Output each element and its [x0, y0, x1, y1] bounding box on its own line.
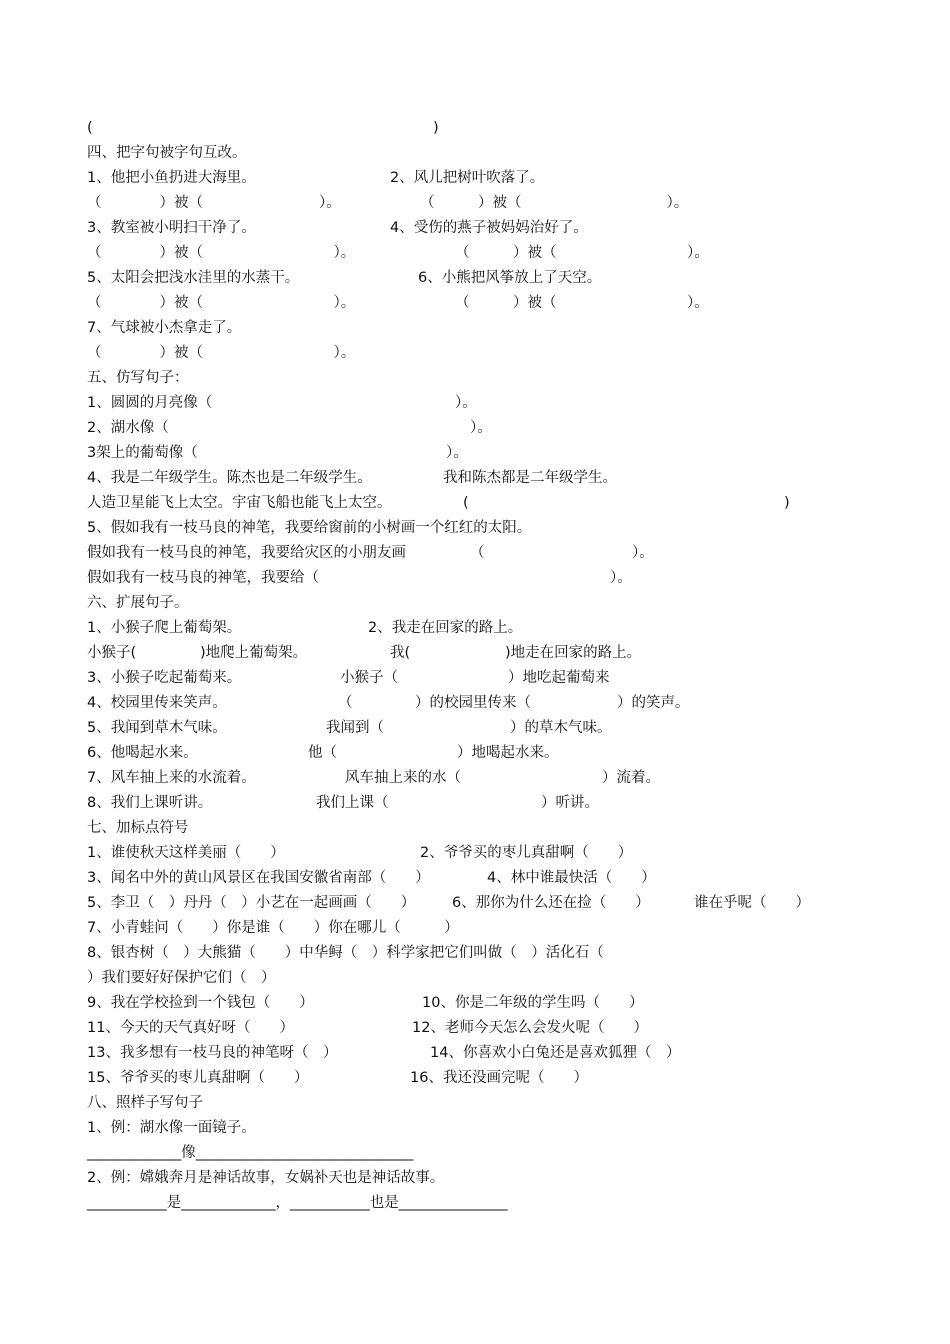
- q8-2-blank: ___________是_____________，___________也是_______________: [87, 1195, 508, 1211]
- q5-5-task2-close: ）。: [610, 570, 632, 586]
- q4-4-blank: （ ）被（ ）。: [455, 245, 709, 261]
- q5-5: 5、假如我有一枝马良的神笔，我要给窗前的小树画一个红红的太阳。: [87, 520, 532, 536]
- q5-4-task: 人造卫星能飞上太空。宇宙飞船也能飞上太空。: [87, 495, 392, 511]
- q6-7-b: ）流着。: [602, 770, 660, 786]
- q6-5: 5、我闻到草木气味。: [87, 720, 227, 736]
- q7-11: 11、今天的天气真好呀（ ）: [87, 1020, 294, 1036]
- section-heading-4: 四、把字句被字句互改。: [87, 145, 247, 161]
- q6-3-b: ）地吃起葡萄来: [508, 670, 610, 686]
- q7-2: 2、爷爷买的枣儿真甜啊（ ）: [420, 845, 633, 861]
- q4-1: 1、他把小鱼扔进大海里。: [87, 170, 256, 186]
- q8-1-blank: _____________像______________________________: [87, 1145, 414, 1161]
- q6-6: 6、他喝起水来。: [87, 745, 198, 761]
- q6-8-b: ）听讲。: [541, 795, 599, 811]
- q5-4-example: 我和陈杰都是二年级学生。: [443, 470, 617, 486]
- q5-4: 4、我是二年级学生。陈杰也是二年级学生。: [87, 470, 372, 486]
- q5-5-task1-close: ）。: [632, 545, 654, 561]
- q7-5: 5、李卫（ ）丹丹（ ）小艺在一起画画（ ）: [87, 895, 416, 911]
- q4-6: 6、小熊把风筝放上了天空。: [418, 270, 602, 286]
- q6-7: 7、风车抽上来的水流着。: [87, 770, 256, 786]
- q8-1: 1、例：湖水像一面镜子。: [87, 1120, 256, 1136]
- q4-2-blank: （ ）被（ ）。: [420, 195, 689, 211]
- q6-4: 4、校园里传来笑声。: [87, 695, 227, 711]
- section-heading-7: 七、加标点符号: [87, 820, 189, 836]
- q5-1-end: ）。: [455, 395, 477, 411]
- q7-10: 10、你是二年级的学生吗（ ）: [422, 995, 644, 1011]
- q5-1: 1、圆圆的月亮像（: [87, 395, 213, 411]
- q4-7-blank: （ ）被（ ）。: [87, 345, 356, 361]
- q6-1-a: 小猴子(: [87, 645, 137, 661]
- q8-2: 2、例：嫦娥奔月是神话故事，女娲补天也是神话故事。: [87, 1170, 445, 1186]
- q6-1-b: )地爬上葡萄架。: [200, 645, 308, 661]
- q4-3: 3、教室被小明扫干净了。: [87, 220, 256, 236]
- q6-7-a: 风车抽上来的水（: [345, 770, 461, 786]
- q7-15: 15、爷爷买的枣儿真甜啊（ ）: [87, 1070, 309, 1086]
- q4-5: 5、太阳会把浅水洼里的水蒸干。: [87, 270, 300, 286]
- paren-close: ): [433, 120, 439, 136]
- q4-6-blank: （ ）被（ ）。: [455, 295, 709, 311]
- q5-2: 2、湖水像（: [87, 420, 169, 436]
- q6-2: 2、我走在回家的路上。: [368, 620, 523, 636]
- q6-6-a: 他（: [308, 745, 337, 761]
- paren-open: (: [87, 120, 93, 136]
- q6-4-a: （: [338, 695, 353, 711]
- q4-7: 7、气球被小杰拿走了。: [87, 320, 242, 336]
- q7-12: 12、老师今天怎么会发火呢（ ）: [412, 1020, 648, 1036]
- q6-5-a: 我闻到（: [326, 720, 384, 736]
- q6-3-a: 小猴子（: [340, 670, 398, 686]
- q6-8-a: 我们上课（: [316, 795, 389, 811]
- q7-6-b: 谁在乎呢（ ）: [694, 895, 810, 911]
- q5-3-end: ）。: [446, 445, 468, 461]
- q4-5-blank: （ ）被（ ）。: [87, 295, 356, 311]
- q5-2-end: ）。: [470, 420, 492, 436]
- q7-13: 13、我多想有一枝马良的神笔呀（ ）: [87, 1045, 338, 1061]
- q4-3-blank: （ ）被（ ）。: [87, 245, 356, 261]
- q6-8: 8、我们上课听讲。: [87, 795, 213, 811]
- q6-4-c: ）的笑声。: [617, 695, 690, 711]
- q5-5-task1-open: （: [470, 545, 485, 561]
- q6-2-a: 我(: [390, 645, 411, 661]
- q4-4: 4、受伤的燕子被妈妈治好了。: [390, 220, 588, 236]
- section-heading-8: 八、照样子写句子: [87, 1095, 203, 1111]
- q7-16: 16、我还没画完呢（ ）: [410, 1070, 588, 1086]
- q5-5-task2: 假如我有一枝马良的神笔，我要给（: [87, 570, 319, 586]
- q6-5-b: ）的草木气味。: [510, 720, 612, 736]
- q5-4-paren-close: ): [784, 495, 790, 511]
- q7-3: 3、闻名中外的黄山风景区在我国安徽省南部（ ）: [87, 870, 430, 886]
- q7-8-cont: ）我们要好好保护它们（ ）: [87, 970, 276, 986]
- q6-3: 3、小猴子吃起葡萄来。: [87, 670, 242, 686]
- q7-8: 8、银杏树（ ）大熊猫（ ）中华鲟（ ）科学家把它们叫做（ ）活化石（: [87, 945, 604, 961]
- q7-4: 4、林中谁最快活（ ）: [487, 870, 656, 886]
- q6-6-b: ）地喝起水来。: [457, 745, 559, 761]
- q7-7: 7、小青蛙问（ ）你是谁（ ）你在哪儿（ ）: [87, 920, 459, 936]
- q6-1: 1、小猴子爬上葡萄架。: [87, 620, 242, 636]
- q7-14: 14、你喜欢小白兔还是喜欢狐狸（ ）: [430, 1045, 681, 1061]
- q6-4-b: ）的校园里传来（: [415, 695, 531, 711]
- q4-2: 2、风儿把树叶吹落了。: [390, 170, 545, 186]
- q4-1-blank: （ ）被（ ）。: [87, 195, 341, 211]
- q7-1: 1、谁使秋天这样美丽（ ）: [87, 845, 285, 861]
- section-heading-5: 五、仿写句子：: [87, 370, 189, 386]
- section-heading-6: 六、扩展句子。: [87, 595, 189, 611]
- q7-6: 6、那你为什么还在捡（ ）: [452, 895, 650, 911]
- q6-2-b: )地走在回家的路上。: [505, 645, 642, 661]
- q5-4-paren-open: (: [463, 495, 469, 511]
- q5-5-task1: 假如我有一枝马良的神笔，我要给灾区的小朋友画: [87, 545, 406, 561]
- q7-9: 9、我在学校捡到一个钱包（ ）: [87, 995, 314, 1011]
- q5-3: 3架上的葡萄像（: [87, 445, 198, 461]
